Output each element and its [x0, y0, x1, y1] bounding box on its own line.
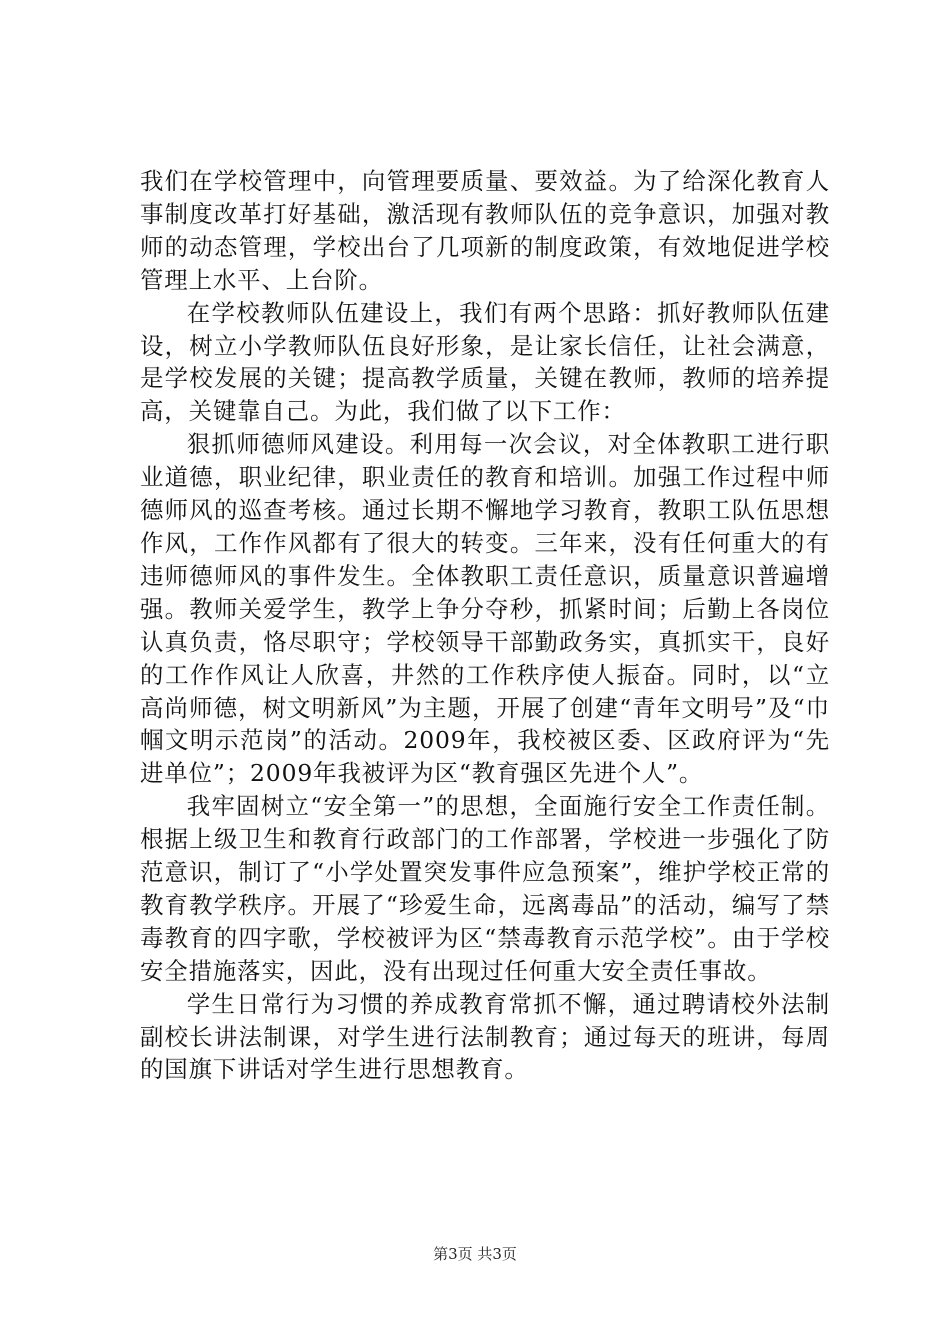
paragraph-teacher-team: 在学校教师队伍建设上，我们有两个思路：抓好教师队伍建设，树立小学教师队伍良好形象，是让家长信任，让社会满意，是学校发展的关键；提高教学质量，关键在教师，教师的培养提高，关键靠自己。为此，我们做了以下工作：	[140, 298, 830, 426]
page-footer: 第3页 共3页	[433, 1245, 517, 1263]
paragraph-safety: 我牢固树立“安全第一”的思想，全面施行安全工作责任制。根据上级卫生和教育行政部门的工作部署，学校进一步强化了防范意识，制订了“小学处置突发事件应急预案”，维护学校正常的教育教学秩序。开展了“珍爱生命，远离毒品”的活动，编写了禁毒教育的四字歌，学校被评为区“禁毒教育示范学校”。由于学校安全措施落实，因此，没有出现过任何重大安全责任事故。	[140, 792, 830, 985]
paragraph-school-management: 我们在学校管理中，向管理要质量、要效益。为了给深化教育人事制度改革打好基础，激活现有教师队伍的竞争意识，加强对教师的动态管理，学校出台了几项新的制度政策，有效地促进学校管理上水平、上台阶。	[140, 167, 830, 294]
document-body	[140, 165, 830, 1086]
paragraph-student-behavior: 学生日常行为习惯的养成教育常抓不懈，通过聘请校外法制副校长讲法制课，对学生进行法制教育；通过每天的班讲，每周的国旗下讲话对学生进行思想教育。	[140, 989, 830, 1084]
paragraph-teacher-ethics: 狠抓师德师风建设。利用每一次会议，对全体教职工进行职业道德，职业纪律，职业责任的教育和培训。加强工作过程中师德师风的巡查考核。通过长期不懈地学习教育，教职工队伍思想作风，工作作风都有了很大的转变。三年来，没有任何重大的有违师德师风的事件发生。全体教职工责任意识，质量意识普遍增强。教师关爱学生，教学上争分夺秒，抓紧时间；后勤上各岗位认真负责，恪尽职守；学校领导干部勤政务实，真抓实干，良好的工作作风让人欣喜，井然的工作秩序使人振奋。同时，以“立高尚师德，树文明新风”为主题，开展了创建“青年文明号”及“巾帼文明示范岗”的活动。2009年，我校被区委、区政府评为“先进单位”；2009年我被评为区“教育强区先进个人”。	[140, 430, 830, 788]
